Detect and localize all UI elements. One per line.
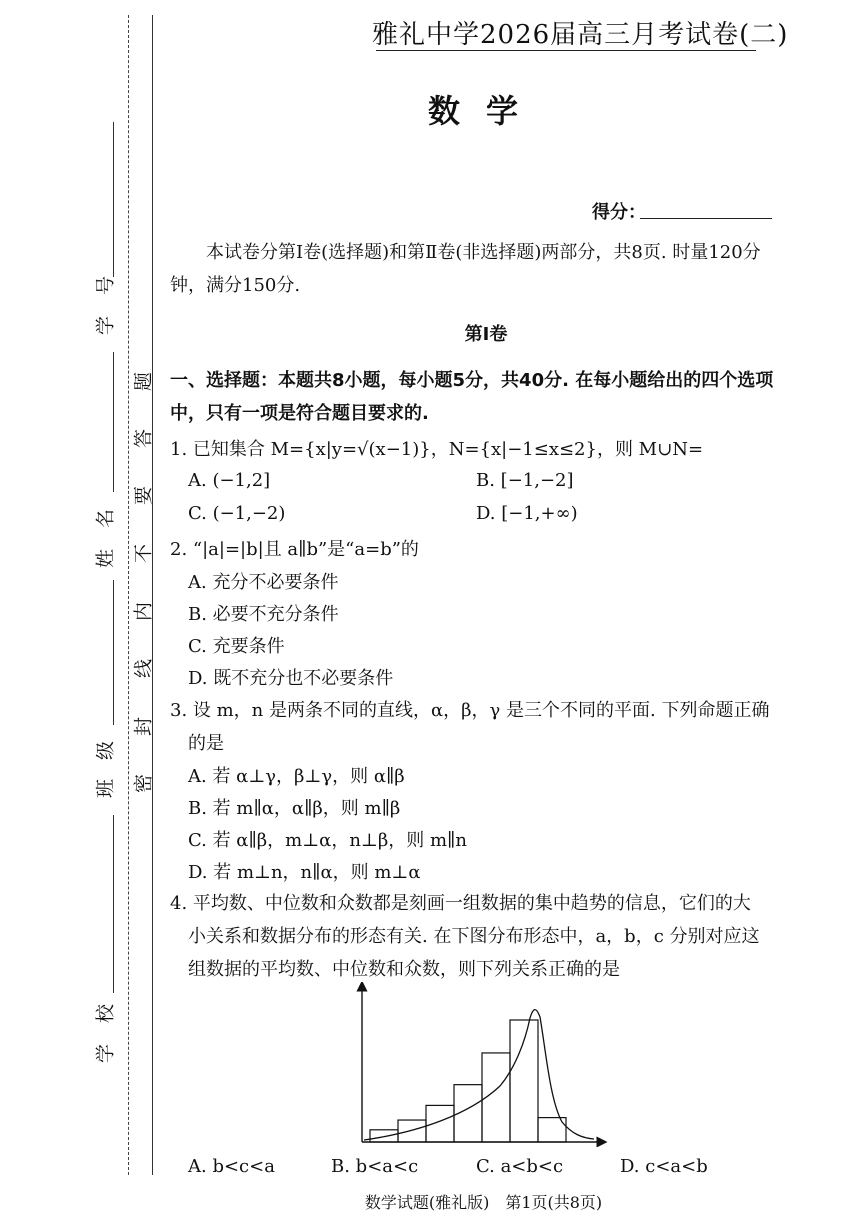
- seal-note-char: 要: [132, 486, 155, 506]
- question-3-stem-line2: 的是: [188, 733, 224, 754]
- exam-title: 雅礼中学2026届高三月考试卷(二): [372, 20, 789, 50]
- q3-option-b: B. 若 m∥α，α∥β，则 m∥β: [188, 798, 401, 819]
- question-4-stem-line2: 小关系和数据分布的形态有关. 在下图分布形态中，a，b，c 分别对应这: [188, 926, 760, 947]
- q1-option-a: A. (−1,2]: [188, 470, 271, 491]
- seal-note-char: 内: [132, 602, 155, 622]
- q4-option-b: B. b<a<c: [331, 1156, 419, 1177]
- class-label-1: 级: [94, 741, 117, 761]
- subject-title: 数学: [427, 92, 544, 130]
- title-underline: [376, 50, 756, 51]
- q3-option-c: C. 若 α∥β，m⊥α，n⊥β，则 m∥n: [188, 830, 467, 851]
- student-id-label-0: 学: [94, 316, 117, 336]
- q1-option-d: D. [−1,+∞): [476, 503, 578, 524]
- class-label-0: 班: [94, 779, 117, 799]
- student-id-blank: [113, 122, 114, 277]
- seal-note-char: 答: [132, 429, 155, 449]
- question-4-stem-line1: 4. 平均数、中位数和众数都是刻画一组数据的集中趋势的信息，它们的大: [170, 893, 751, 914]
- seal-note-char: 封: [132, 717, 155, 737]
- q1-option-b: B. [−1,−2]: [476, 470, 574, 491]
- q4-option-a: A. b<c<a: [188, 1156, 275, 1177]
- score-label: 得分：: [592, 202, 646, 223]
- distribution-histogram: [350, 982, 610, 1147]
- q2-option-c: C. 充要条件: [188, 636, 285, 657]
- name-label-1: 名: [94, 509, 117, 529]
- q1-option-c: C. (−1,−2): [188, 503, 286, 524]
- q3-option-d: D. 若 m⊥n，n∥α，则 m⊥α: [188, 862, 421, 883]
- school-label-0: 学: [94, 1044, 117, 1064]
- school-blank: [113, 815, 114, 993]
- question-4-stem-line3: 组数据的平均数、中位数和众数，则下列关系正确的是: [188, 959, 620, 980]
- name-label-0: 姓: [94, 549, 117, 569]
- class-blank: [113, 580, 114, 725]
- histogram-bar: [426, 1105, 454, 1142]
- section-title: 第Ⅰ卷: [464, 324, 508, 345]
- student-id-label-1: 号: [94, 276, 117, 296]
- q2-option-b: B. 必要不充分条件: [188, 604, 339, 625]
- seal-note-char: 题: [132, 372, 155, 392]
- school-label-1: 校: [94, 1004, 117, 1024]
- q2-option-d: D. 既不充分也不必要条件: [188, 668, 394, 689]
- name-blank: [113, 352, 114, 492]
- binding-rule-outer: [128, 15, 129, 1175]
- seal-note-char: 不: [132, 544, 155, 564]
- seal-note-char: 密: [132, 774, 155, 794]
- part1-heading: 一、选择题：本题共8小题，每小题5分，共40分. 在每小题给出的四个选项中，只有一项是符合题目要求的.: [170, 370, 774, 424]
- score-blank: [640, 218, 772, 219]
- question-2-stem: 2. “|a|=|b|且 a∥b”是“a=b”的: [170, 539, 419, 560]
- histogram-bar: [398, 1120, 426, 1142]
- seal-note-char: 线: [132, 659, 155, 679]
- page-footer: 数学试题(雅礼版) 第1页(共8页): [364, 1193, 603, 1212]
- binding-rule-inner: [152, 15, 153, 1175]
- question-1-stem: 1. 已知集合 M={x|y=√(x−1)}，N={x|−1≤x≤2}，则 M∪N=: [170, 439, 704, 460]
- histogram-bar: [370, 1130, 398, 1142]
- q4-option-c: C. a<b<c: [476, 1156, 564, 1177]
- q2-option-a: A. 充分不必要条件: [188, 572, 339, 593]
- histogram-bar: [510, 1020, 538, 1142]
- question-3-stem-line1: 3. 设 m，n 是两条不同的直线，α，β，γ 是三个不同的平面. 下列命题正确: [170, 700, 770, 721]
- q3-option-a: A. 若 α⊥γ，β⊥γ，则 α∥β: [188, 766, 405, 787]
- q4-option-d: D. c<a<b: [620, 1156, 708, 1177]
- intro-text: 本试卷分第Ⅰ卷(选择题)和第Ⅱ卷(非选择题)两部分，共8页. 时量120分钟，满分150分.: [170, 242, 761, 296]
